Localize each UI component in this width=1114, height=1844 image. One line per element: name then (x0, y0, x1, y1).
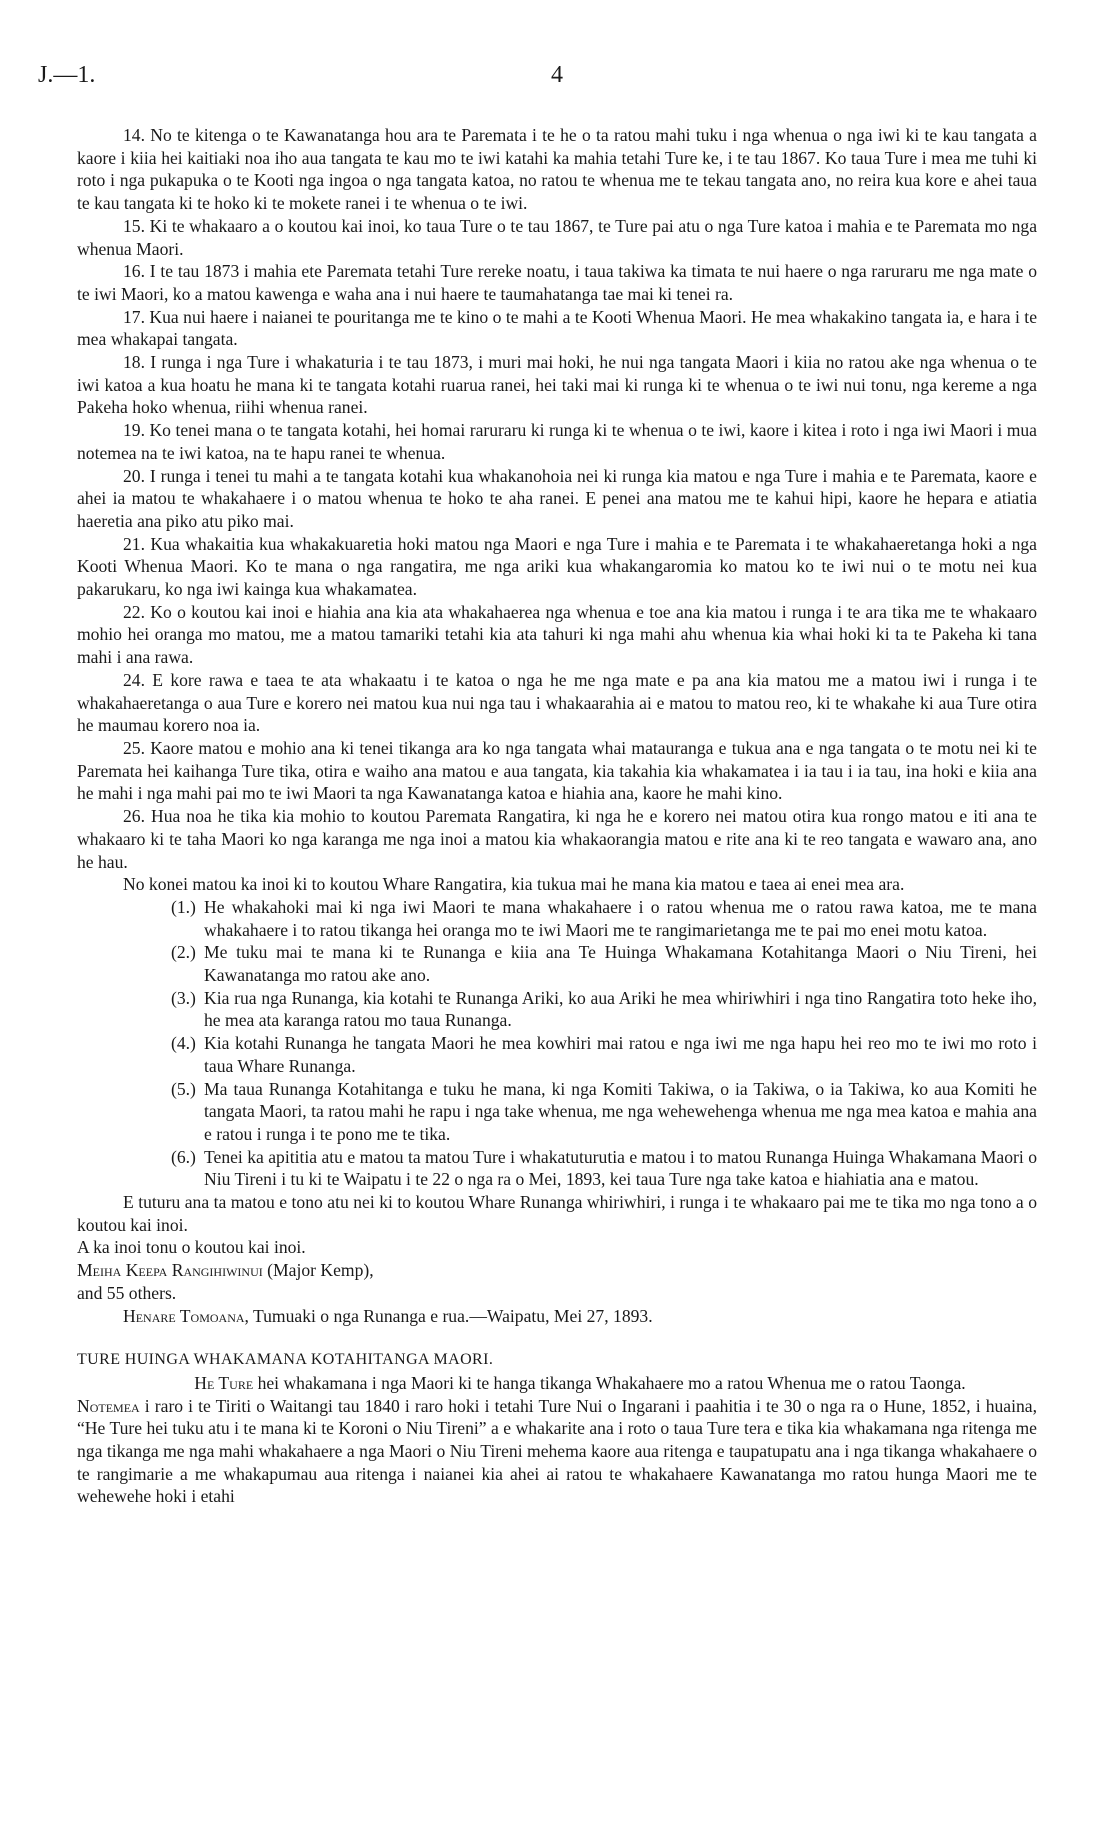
signature-line (77, 1259, 1037, 1282)
whereas-text: i raro i te Tiriti o Waitangi tau 1840 i raro hoki i tetahi Ture Nui o Ingarani i paahitia i te 30 o nga ra o Hune, 1852, i huaina, “He Ture hei tuku atu i te mana ki te Koroni o Niu Tireni” a e whakarite ana i roto o taua Ture tera e tika kia whakamana nga ritenga me nga tikanga me nga mahi whakahaere a nga Maori o Niu Tireni mehema kaore aua ritenga e taupatupatu ana i nga tikanga whakahaere o te rangimarie a me whakapumau aua ritenga i naianei kia ahei ai ratou te whakahaere Kawanatanga mo ratou hunga Maori me te wehewehe hoki i etahi (77, 1395, 1037, 1507)
paragraph-24: 24. E kore rawa e taea te ata whakaatu i te katoa o nga he me nga mate e pa ana kia matou me a matou iwi i runga i te whakahaeretanga o aua Ture e korero nei matou kua nui nga tau i whakaarahia ai e matou to matou reo, ki te whakahe ki aua Ture otira he maumau korero noa ia. (77, 669, 1037, 736)
page-body (77, 124, 1037, 1508)
list-item-number: (1.) (171, 896, 196, 917)
chairman-line (77, 1305, 1037, 1328)
list-item-text: Kia kotahi Runanga he tangata Maori he mea kowhiri mai ratou e nga iwi me nga hapu hei reo mo te iwi mo roto i taua Whare Runanga. (204, 1033, 1037, 1076)
act-lead: He Ture (194, 1372, 254, 1393)
petition-request: No konei matou ka inoi ki to koutou Whare Rangatira, kia tukua mai he mana kia matou e taea ai enei mea ara. (123, 874, 905, 895)
paragraph-22: 22. Ko o koutou kai inoi e hiahia ana kia ata whakahaerea nga whenua e toe ana kia matou i runga i te ara tika me te whakaaro mohio hei oranga mo matou, me a matou tamariki tetahi kia ata tahuri ki nga mahi ahu whenua kia whai hoki ki ta te Pakeha ki tana mahi i ana rawa. (77, 601, 1037, 668)
list-item (171, 1032, 1037, 1077)
section-title: TURE HUINGA WHAKAMANA KOTAHITANGA MAORI. (77, 1351, 494, 1369)
list-item-text: Ma taua Runanga Kotahitanga e tuku he mana, ki nga Komiti Takiwa, o ia Takiwa, o ia Takiwa, ko aua Komiti he tangata Maori, ta ratou mahi he rapu i nga take whenua, me nga wehewehenga whenua me nga mea katoa e mahia ana e ratou i runga i te pono me te tika. (204, 1078, 1037, 1144)
list-item-number: (6.) (171, 1146, 196, 1167)
paragraph-14: 14. No te kitenga o te Kawanatanga hou ara te Paremata i te he o ta ratou mahi tuku i nga whenua o nga iwi ki te kau tangata a kaore i kiia hei kaitiaki noa iho aua tangata te kau mo te iwi katahi ka mahia tetahi Ture ke, i te tau 1867. Ko taua Ture i mea me tuhi ki roto i nga pukapuka o te Kooti nga ingoa o nga tangata katoa, no ratou te whenua me te tekau tangata ano, no reira kua kore e ahei taua te kau tangata ki te hoko ki te mokete ranei i te whenua o te iwi. (77, 125, 1037, 214)
paragraph-25: 25. Kaore matou e mohio ana ki tenei tikanga ara ko nga tangata whai matauranga e tukua ana e nga tangata o te motu nei ki te Paremata hei kaihanga Ture tika, otira e waiho ana matou e aua tangata, kia takahia kia whakamatea i ia tau i ia tau, ina hoki e kiia ana he mahi i nga mahi pai mo te iwi Maori ta nga Kawanatanga katoa e hiahia ana, kaore he mahi kino. (77, 737, 1037, 804)
paragraph-16: 16. I te tau 1873 i mahia ete Paremata tetahi Ture rereke noatu, i taua takiwa ka timata te nui haere o nga raruraru me nga mate o te iwi Maori, ko a matou kawenga e waha ana i nui haere te taumahatanga tae mai ki tenei ra. (77, 261, 1037, 304)
request-list (77, 896, 1037, 1191)
list-item-number: (5.) (171, 1078, 196, 1099)
list-item (171, 1146, 1037, 1191)
paragraph-19: 19. Ko tenei mana o te tangata kotahi, hei homai raruraru ki runga ki te whenua o te iwi, kaore i kitea i roto i nga iwi Maori i mua notemea na te iwi katoa, na te hapu ranei te whenua. (77, 420, 1037, 463)
act-preamble-text: hei whakamana i nga Maori ki te hanga tikanga Whakahaere mo a ratou Whenua me o ratou Taonga. (253, 1372, 966, 1393)
whereas-paragraph (77, 1395, 1037, 1509)
document-reference: J.—1. (38, 62, 96, 88)
paragraph-26: 26. Hua noa he tika kia mohio to koutou Paremata Rangatira, ki nga he e korero nei matou otira kua rongo matou e iti ana te whakaaro ki te taha Maori ko nga karanga me nga inoi a matou kia whakaorangia matou e rite ana ki te reo tangata e wawaro ana, ano he hau. (77, 806, 1037, 872)
list-item (171, 896, 1037, 941)
paragraph-18: 18. I runga i nga Ture i whakaturia i te tau 1873, i muri mai hoki, he nui nga tangata Maori i kiia no ratou ake nga whenua o te iwi katoa a kua hoatu he mana ki te tangata kotahi ruarua ranei, hei taki mai ki runga ki te whenua o te iwi nui tonu, nga kereme a nga Pakeha hoko whenua, riihi whenua ranei. (77, 352, 1037, 418)
list-item-text: He whakahoki mai ki nga iwi Maori te mana whakahaere i o ratou whenua me o ratou rawa katoa, me te mana whakahaere i to ratou tikanga hei oranga mo te iwi Maori me te rangimarietanga me te pai mo enei motu katoa. (204, 896, 1037, 940)
prayer-line: A ka inoi tonu o koutou kai inoi. (77, 1237, 306, 1258)
page-header (38, 64, 1076, 92)
list-item-number: (3.) (171, 987, 196, 1008)
page-number: 4 (551, 62, 563, 88)
list-item-text: Tenei ka apititia atu e matou ta matou Ture i whakatuturutia e matou i to matou Runanga Huinga Whakamana Maori o Niu Tireni i tu ki te Waipatu i te 22 o nga ra o Mei, 1893, kei taua Ture nga take katoa e hiahiatia ana e matou. (204, 1146, 1037, 1190)
signer-alias: (Major Kemp), (262, 1260, 374, 1281)
paragraph-21: 21. Kua whakaitia kua whakakuaretia hoki matou nga Maori e nga Ture i mahia e te Paremata i te whakahaeretanga hoki a nga Kooti Whenua Maori. Ko te mana o nga rangatira, me nga ariki kua whakangaromia ko matou ko te iwi nui o te motu nei kua pakarukaru, ko nga iwi kainga kua whakamatea. (77, 533, 1037, 600)
closing-paragraph: E tuturu ana ta matou e tono atu nei ki to koutou Whare Runanga whiriwhiri, i runga i te whakaaro pai me te tika mo nga tono a o koutou kai inoi. (77, 1192, 1037, 1235)
list-item (171, 987, 1037, 1032)
signer-others: and 55 others. (77, 1282, 177, 1303)
chairman-name: Henare Tomoana (123, 1305, 245, 1326)
paragraph-17: 17. Kua nui haere i naianei te pouritanga me te kino o te mahi a te Kooti Whenua Maori. He mea whakakino tangata ia, e hara i te mea whakapai tangata. (77, 306, 1037, 350)
list-item-text: Me tuku mai te mana ki te Runanga e kiia ana Te Huinga Whakamana Kotahitanga Maori o Niu Tireni, hei Kawanatanga mo ratou ake ano. (204, 942, 1037, 986)
paragraph-20: 20. I runga i tenei tu mahi a te tangata kotahi kua whakanohoia nei ki runga kia matou e nga Ture i mahia e te Paremata, kaore e ahei ia matou te whakahaere i o matou whenua te hoko te aha ranei. E penei ana matou me te kahui hipi, kaore he hepara e atiatia haeretia ana piko atu piko mai. (77, 465, 1037, 531)
signer-name: Meiha Keepa Rangihiwinui (77, 1260, 263, 1281)
list-item-text: Kia rua nga Runanga, kia kotahi te Runanga Ariki, ko aua Ariki he mea whiriwhiri i nga tino Rangatira toto heke iho, he mea ata karanga ratou mo taua Runanga. (204, 987, 1037, 1031)
whereas-lead: Notemea (77, 1395, 140, 1416)
act-preamble (77, 1372, 1037, 1395)
chairman-details: , Tumuaki o nga Runanga e rua.—Waipatu, Mei 27, 1893. (244, 1305, 653, 1326)
list-item-number: (4.) (171, 1033, 196, 1054)
paragraph-15: 15. Ki te whakaaro a o koutou kai inoi, ko taua Ture o te tau 1867, te Ture pai atu o nga Ture katoa i mahia e te Paremata mo nga whenua Maori. (77, 215, 1037, 259)
list-item (171, 1078, 1037, 1146)
list-item-number: (2.) (171, 942, 196, 963)
list-item (171, 941, 1037, 986)
